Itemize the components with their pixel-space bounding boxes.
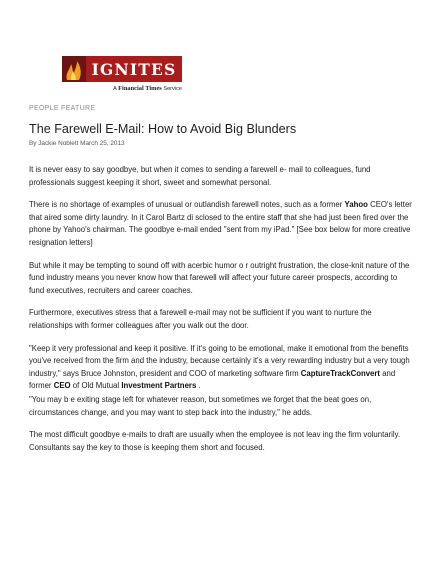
paragraph-1: It is never easy to say goodbye, but when it comes to sending a farewell e- mail to colleagues, fund professionals suggest keeping it short, sweet and somewhat personal. [29, 165, 371, 187]
paragraph-2 [29, 199, 414, 249]
ignites-logo [62, 56, 182, 92]
paragraph-2-text-c: CEO's letter that aired some dirty laundry. In it Carol Bartz di sclosed to the entire staff that she had just been fired over the phone by Yahoo's chairman. The goodbye e-mail ended "sent from my iPad." [See box below for more creative resignation letters] [29, 200, 412, 247]
paragraph-5-text-e: of Old Mutual [70, 381, 122, 391]
paragraph-5-text-g: . [196, 381, 201, 391]
capturetrackconvert-name: CaptureTrackConvert [300, 368, 381, 378]
brand-tagline [62, 85, 182, 92]
section-kicker: PEOPLE FEATURE [29, 105, 96, 112]
paragraph-3: But while it may be tempting to sound off with acerbic humor o r outright frustration, the close-knit nature of the fund industry means you never know how that farewell will affect your future career prospects, according to fund executives, recruiters and career coaches. [29, 260, 410, 295]
logo-bar [62, 56, 182, 82]
investment-partners-name: Investment Partners [121, 381, 197, 391]
article-byline: By Jackie Noblett March 25, 2013 [29, 140, 125, 147]
flame-logo-icon [62, 56, 86, 82]
article-body [29, 164, 414, 464]
yahoo-name: Yahoo [344, 200, 368, 210]
paragraph-6: "You may b e exiting stage left for whatever reason, but sometimes we forget that the beat goes on, circumstances change, and you may want to step back into the industry," he adds. [29, 394, 372, 417]
brand-name: IGNITES [86, 56, 182, 82]
tagline-prefix: A [113, 86, 117, 92]
tagline-brand: Financial Times [118, 85, 162, 92]
article-title: The Farewell E-Mail: How to Avoid Big Blunders [29, 122, 297, 136]
paragraph-5 [29, 343, 414, 393]
paragraph-5-text-a: "Keep it very professional and keep it positive. If it's going to be emotional, make it emotional from the benefits you've received from the firm and the industry, because certainly it's a very rewarding industry but a very tough industry," says Bruce Johnston, president and COO of marketing software firm [29, 343, 410, 378]
paragraph-2-text-a: There is no shortage of examples of unusual or outlandish farewell notes, such as a former [29, 200, 345, 210]
paragraph-5-text-c: and former [29, 368, 396, 391]
paragraph-4: Furthermore, executives stress that a farewell e-mail may not be sufficient if you want to nurture the relationships with former colleagues after you walk out the door. [29, 308, 372, 330]
paragraph-7: The most difficult goodbye e-mails to draft are usually when the employee is not leav ing the firm voluntarily. Consultants say the key to those is keeping them short and focused. [29, 430, 401, 452]
ceo-label: CEO [53, 381, 71, 391]
tagline-suffix: Service [163, 86, 182, 92]
